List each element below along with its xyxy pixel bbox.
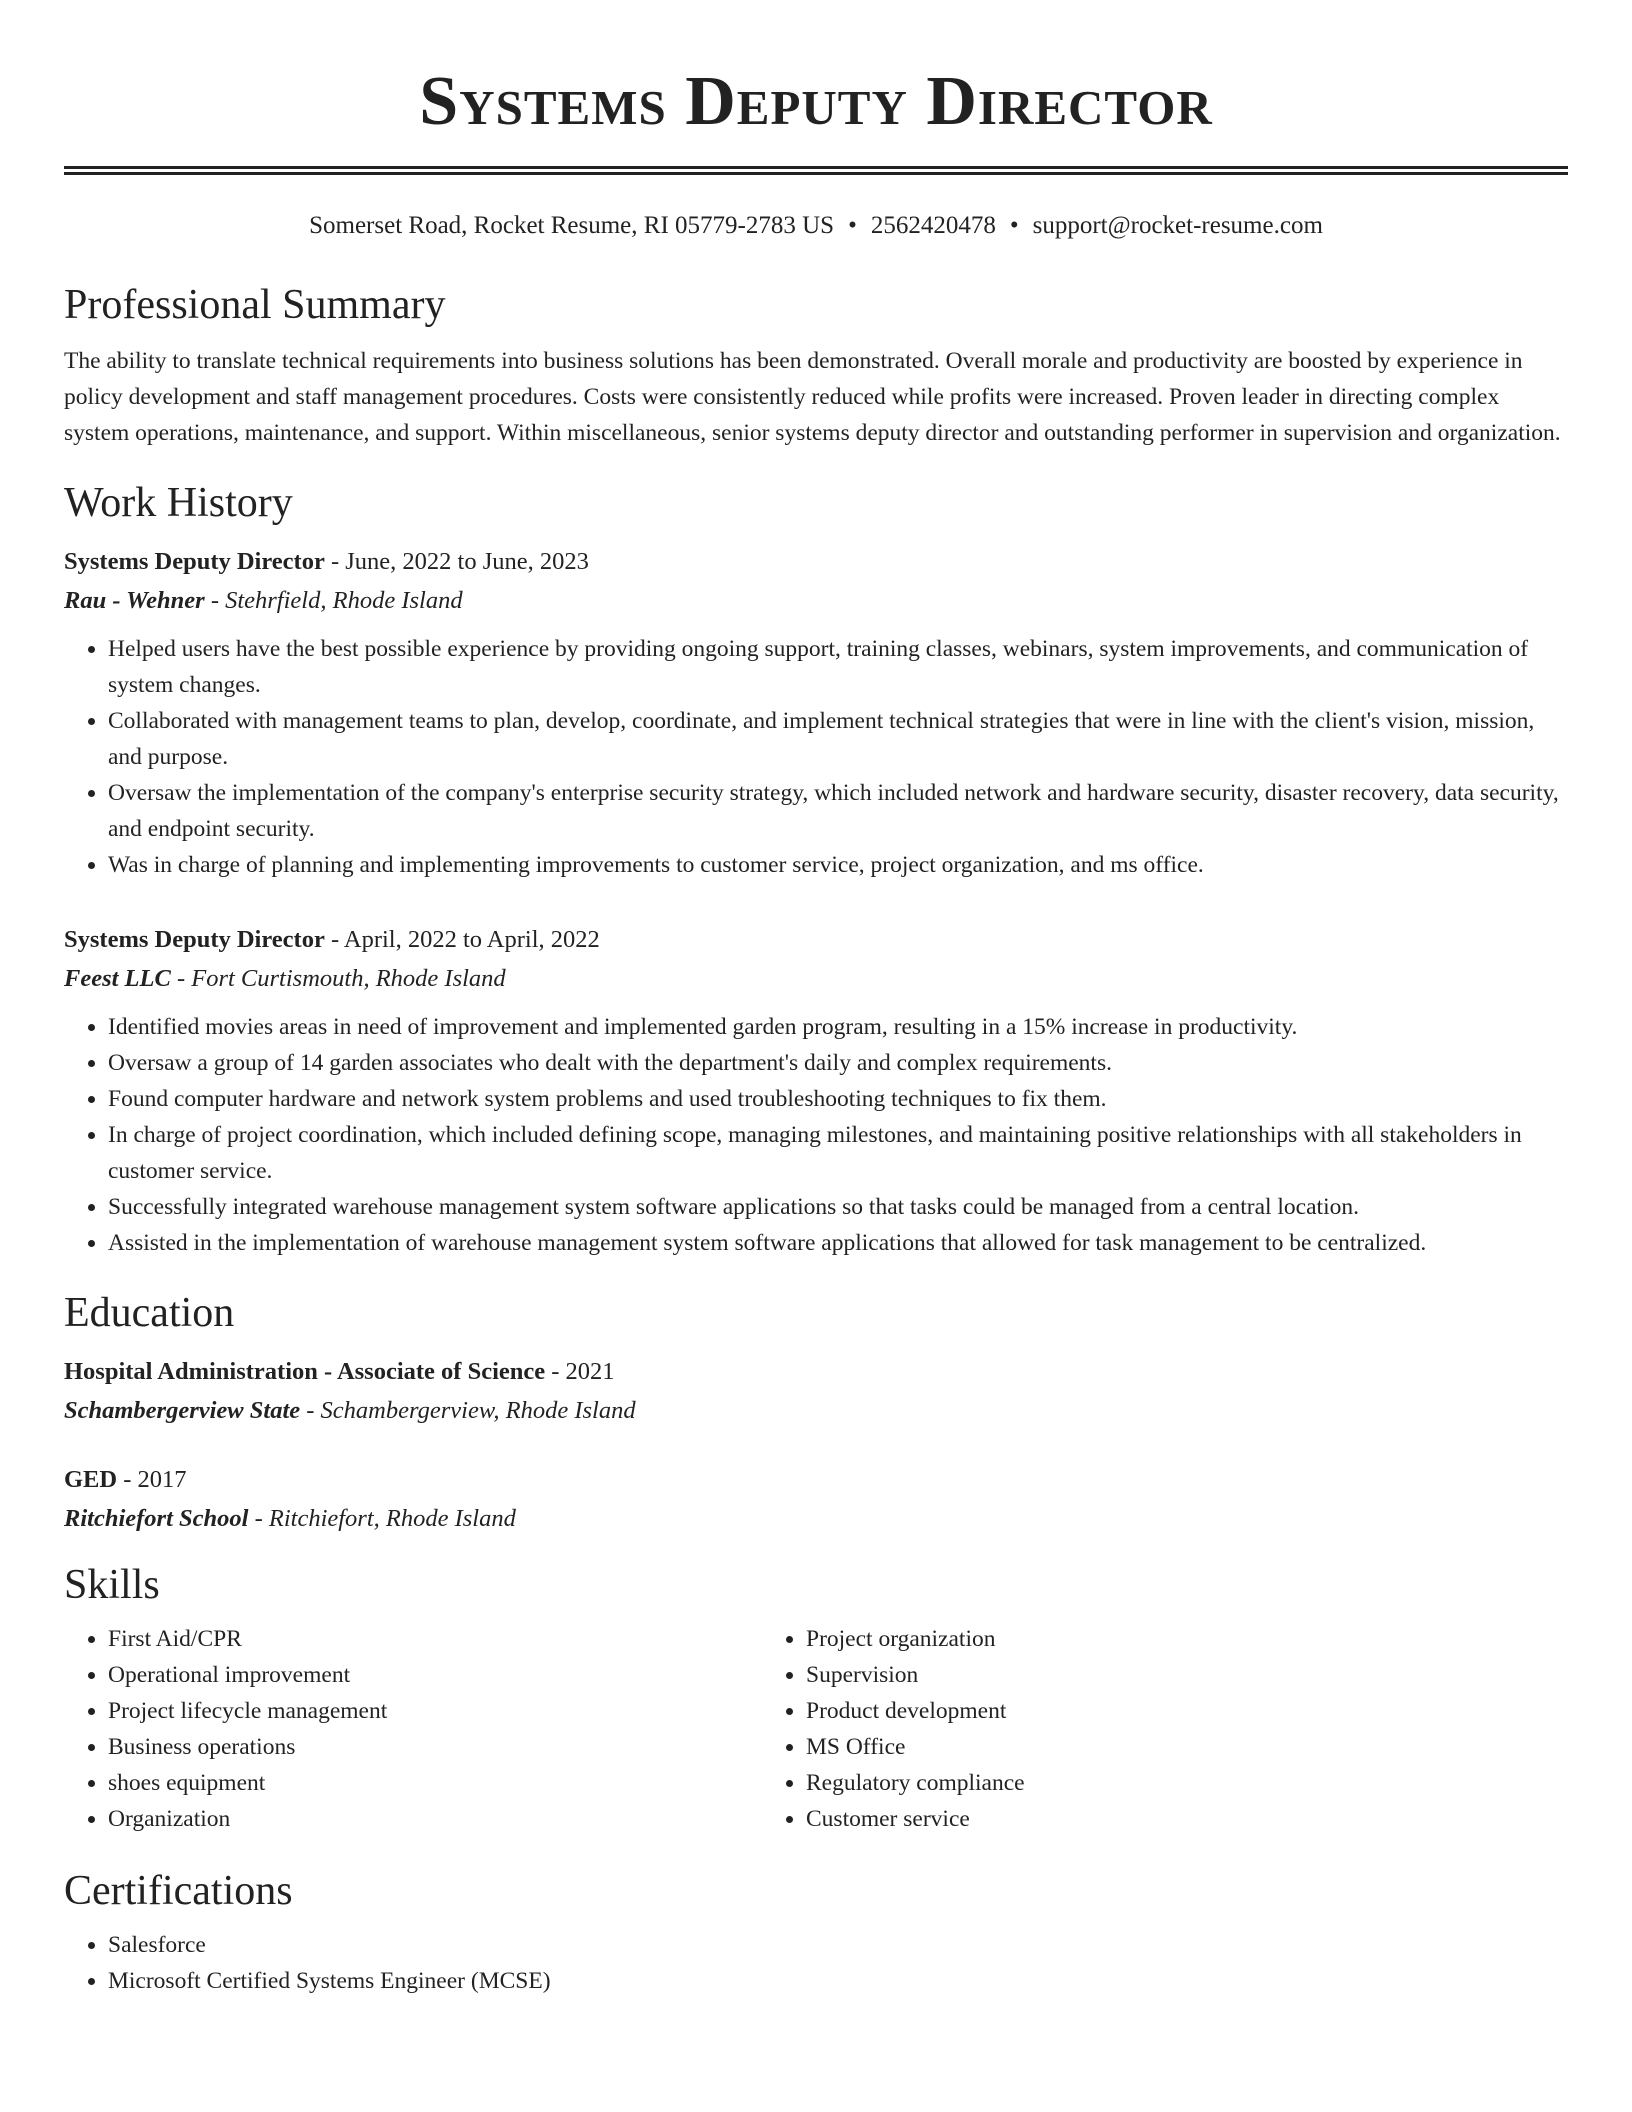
job-bullet: • Oversaw the implementation of the company's enterprise security strategy, which included network and hardware security, disaster recovery, data security, and endpoint security. xyxy=(108,775,1568,847)
contact-separator: • xyxy=(848,212,857,239)
certification-item: • Microsoft Certified Systems Engineer (MCSE) xyxy=(108,1963,1568,1999)
education-year: - 2021 xyxy=(545,1358,615,1385)
contact-address: Somerset Road, Rocket Resume, RI 05779-2783 US xyxy=(309,212,835,239)
summary-heading: Professional Summary xyxy=(64,282,446,328)
skills-grid xyxy=(64,1621,1568,1837)
skill-item: • shoes equipment xyxy=(108,1765,762,1801)
job-company: Feest LLC xyxy=(64,965,171,992)
skill-item: • Project organization xyxy=(806,1621,1502,1657)
contact-line xyxy=(64,209,1568,243)
skills-column-right xyxy=(762,1621,1502,1837)
job-bullet: • Collaborated with management teams to plan, develop, coordinate, and implement technical strategies that were in line with the client's vision, mission, and purpose. xyxy=(108,703,1568,775)
job-bullet: • Was in charge of planning and implementing improvements to customer service, project organization, and ms office. xyxy=(108,847,1568,883)
contact-phone: 2562420478 xyxy=(870,212,996,239)
job-bullet: • Found computer hardware and network system problems and used troubleshooting techniques to fix them. xyxy=(108,1081,1568,1117)
certification-item: • Salesforce xyxy=(108,1927,1568,1963)
skill-item: • Operational improvement xyxy=(108,1657,762,1693)
skill-item: • Project lifecycle management xyxy=(108,1693,762,1729)
job-entry xyxy=(64,543,1568,883)
education-entry xyxy=(64,1353,1568,1431)
job-bullet: • Identified movies areas in need of improvement and implemented garden program, resulting in a 15% increase in productivity. xyxy=(108,1009,1568,1045)
job-role: Systems Deputy Director xyxy=(64,548,325,575)
certifications-list xyxy=(64,1927,1568,1999)
skill-item: • Organization xyxy=(108,1801,762,1837)
skill-item: • MS Office xyxy=(806,1729,1502,1765)
job-bullets xyxy=(64,1009,1568,1261)
job-bullet: • Successfully integrated warehouse management system software applications so that tasks could be managed from a central location. xyxy=(108,1189,1568,1225)
job-bullet: • Oversaw a group of 14 garden associates who dealt with the department's daily and complex requirements. xyxy=(108,1045,1568,1081)
education-year: - 2017 xyxy=(117,1466,187,1493)
job-dates: - June, 2022 to June, 2023 xyxy=(324,548,589,575)
education-school: Ritchiefort School xyxy=(64,1505,249,1532)
job-title-line xyxy=(64,543,1568,581)
education-school: Schambergerview State xyxy=(64,1397,301,1424)
job-title-line xyxy=(64,921,1568,959)
resume-name: Systems Deputy Director xyxy=(419,63,1213,140)
education-location: - Ritchiefort, Rhode Island xyxy=(248,1505,516,1532)
job-bullet: • Helped users have the best possible experience by providing ongoing support, training classes, webinars, system improvements, and communication of system changes. xyxy=(108,631,1568,703)
education-location: - Schambergerview, Rhode Island xyxy=(300,1397,636,1424)
skills-column-left xyxy=(64,1621,762,1837)
education-school-line xyxy=(64,1391,1568,1431)
work-history-heading: Work History xyxy=(64,480,293,526)
job-role: Systems Deputy Director xyxy=(64,926,325,953)
skills-heading: Skills xyxy=(64,1562,160,1608)
job-company: Rau - Wehner xyxy=(64,587,205,614)
job-company-line xyxy=(64,959,1568,999)
contact-separator: • xyxy=(1009,212,1019,239)
skill-item: • Supervision xyxy=(806,1657,1502,1693)
skill-item: • Customer service xyxy=(806,1801,1502,1837)
job-bullet: • In charge of project coordination, which included defining scope, managing milestones, and maintaining positive relationships with all stakeholders in customer service. xyxy=(108,1117,1568,1189)
education-degree: GED xyxy=(64,1466,118,1493)
education-degree-line xyxy=(64,1353,1568,1391)
job-entry xyxy=(64,921,1568,1261)
job-dates: - April, 2022 to April, 2022 xyxy=(324,926,600,953)
job-bullets xyxy=(64,631,1568,883)
job-bullet: • Assisted in the implementation of warehouse management system software applications that allowed for task management to be centralized. xyxy=(108,1225,1568,1261)
skill-item: • First Aid/CPR xyxy=(108,1621,762,1657)
header-divider xyxy=(64,166,1568,175)
job-company-line xyxy=(64,581,1568,621)
certifications-heading: Certifications xyxy=(64,1868,293,1914)
education-degree-line xyxy=(64,1461,1568,1499)
contact-email: support@rocket-resume.com xyxy=(1032,212,1323,239)
job-location: - Stehrfield, Rhode Island xyxy=(204,587,463,614)
education-entry xyxy=(64,1461,1568,1539)
education-school-line xyxy=(64,1499,1568,1539)
skill-item: • Regulatory compliance xyxy=(806,1765,1502,1801)
skill-item: • Business operations xyxy=(108,1729,762,1765)
summary-text: The ability to translate technical requirements into business solutions has been demonstrated. Overall morale and productivity are boosted by experience in policy development and staff management procedures. Costs were consistently reduced while profits were increased. Proven leader in directing complex system operations, maintenance, and support. Within miscellaneous, senior systems deputy director and outstanding performer in supervision and organization. xyxy=(64,348,1561,446)
skill-item: • Product development xyxy=(806,1693,1502,1729)
education-heading: Education xyxy=(64,1290,235,1336)
education-degree: Hospital Administration - Associate of Science xyxy=(64,1358,546,1385)
job-location: - Fort Curtismouth, Rhode Island xyxy=(170,965,506,992)
